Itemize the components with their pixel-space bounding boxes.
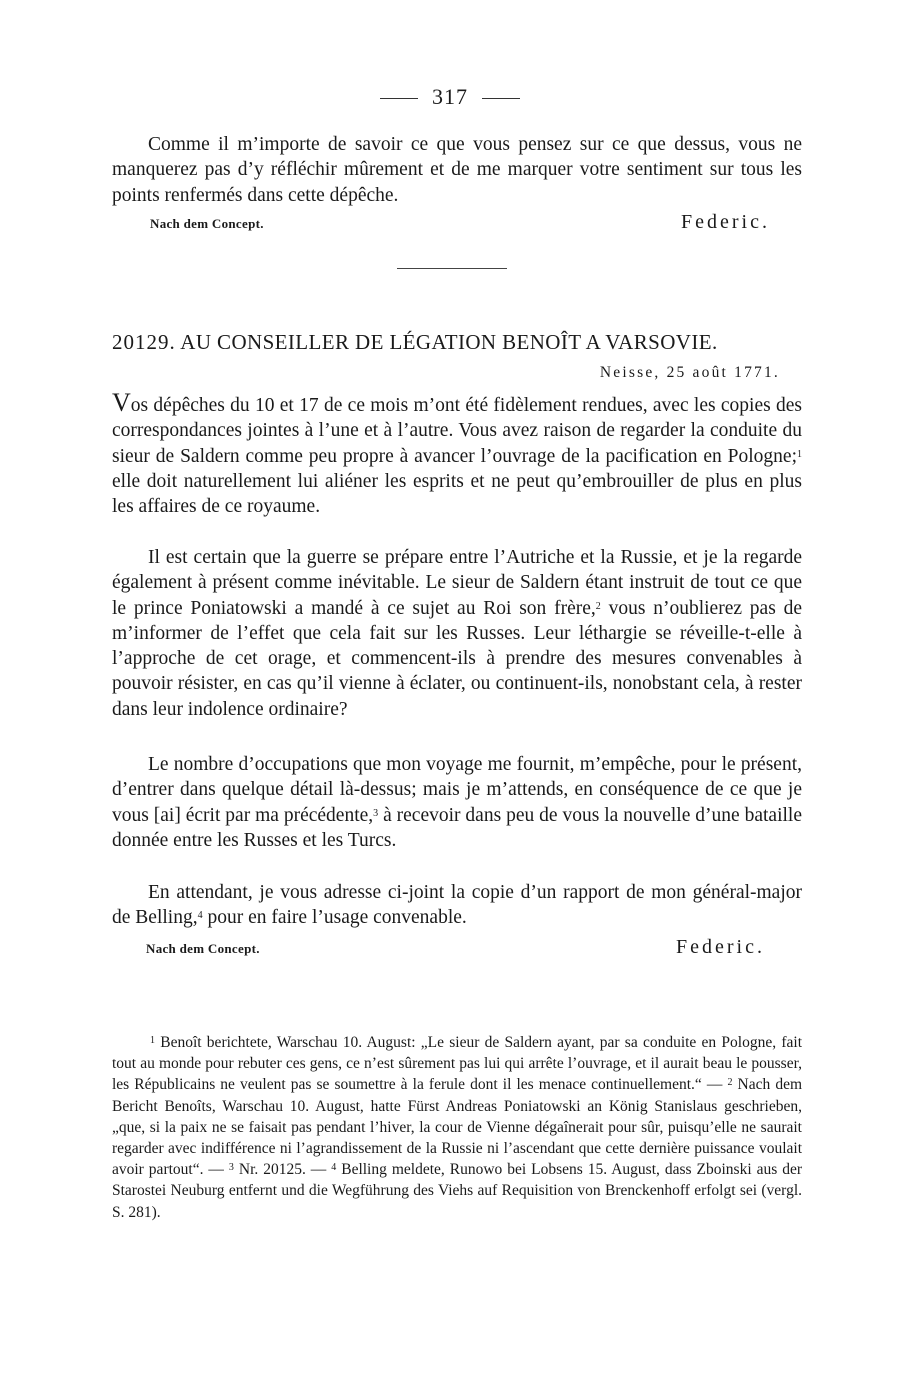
paragraph-text: Il est certain que la guerre se prépare entre l’Autriche et la Russie, et je la regarde également à présent comme inévitable. Le sieur de Saldern étant instruit de tout ce que le prince Poniatowski a mandé à ce sujet au Roi son frère, [112,547,802,619]
paragraph-text: Le nombre d’occupations que mon voyage me fournit, m’empêche, pour le présent, d’entrer dans quelque détail là-dessus; mais je m’attends, en conséquence de ce que je vous [ai] écrit par ma précédente, [112,754,802,826]
letter-paragraph-1 [112,390,802,519]
previous-letter-closing: Comme il m’importe de savoir ce que vous pensez sur ce que dessus, vous ne manquerez pas d’y réfléchir mûrement et de me marquer votre sentiment sur tous les points renfermés dans cette dépêche. [112,134,802,206]
footnote-mark-4: 4 [331,1162,337,1174]
previous-letter-signature: Federic. [681,211,770,233]
previous-letter-source: Nach dem Concept. [150,216,264,231]
paragraph-text: elle doit naturellement lui aliéner les esprits et ne peut qu’embrouiller de plus en plus les affaires de ce royaume. [112,470,802,518]
footnote-mark-3: 3 [228,1162,234,1174]
letter-signature: Federic. [676,936,765,958]
initial-letter: V [112,388,131,417]
letter-paragraph-2 [112,545,802,722]
letter-title: AU CONSEILLER DE LÉGATION BENOÎT A VARSOVIE. [180,330,718,354]
letter-paragraph-4 [112,880,802,931]
footnote-ref-1: 1 [797,448,802,460]
footnote-ref-2: 2 [595,600,601,612]
footnote-mark-2: 2 [727,1077,733,1089]
footnote-ref-4: 4 [197,910,203,922]
letter-number: 20129. [112,330,176,354]
page-number: 317 [432,84,468,109]
header-dash-left [380,98,418,99]
page-header [0,84,900,110]
letter-paragraph-3 [112,752,802,853]
footnotes [112,1032,802,1223]
paragraph-text: En attendant, je vous adresse ci-joint la copie d’un rapport de mon général-major de Belling, [112,882,802,929]
footnote-ref-3: 3 [373,807,379,819]
section-divider [397,268,507,269]
paragraph-text: os dépêches du 10 et 17 de ce mois m’ont été fidèlement rendues, avec les copies des correspondances jointes à l’une et à l’autre. Vous avez raison de regarder la conduite du sieur de Saldern comme peu propre à avancer l’ouvrage de la pacification en Pologne; [112,395,802,467]
footnote-1: Benoît berichtete, Warschau 10. August: „Le sieur de Saldern ayant, par sa conduite en Pologne, fait tout au monde pour rebuter ces gens, ce n’est sûrement pas lui qui arrête l’ouvrage, et il aurait beau le pousser, les Républicains ne veulent pas se soumettre à la ferule dont il les menace continuellement.“ — [112,1034,802,1094]
letter-date: Neisse, 25 août 1771. [599,364,780,381]
footnote-4: Belling meldete, Runowo bei Lobsens 15. August, dass Zboinski aus der Starostei Neuburg entfernt und die Wegführung des Viehs auf Requisition von Brenckenhoff erfolgt sei (vergl. S. 281). [112,1161,803,1221]
letter-heading [112,330,802,355]
footnote-mark-1: 1 [150,1035,155,1046]
paragraph-text: pour en faire l’usage convenable. [202,907,467,929]
letter-source: Nach dem Concept. [146,941,260,956]
footnote-3: Nr. 20125. — [233,1161,332,1179]
paragraph-text: à recevoir dans peu de vous la nouvelle d’une bataille donnée entre les Russes et les Turcs. [112,804,802,851]
paragraph-text: vous n’oublierez pas de m’informer de l’effet que cela fait sur les Russes. Leur léthargie se réveille-t-elle à l’approche de cet orage, et commencent-ils à prendre des mesures convenables à pouvoir résister, en cas qu’il vienne à éclater, ou continuent-ils, nonobstant cela, à rester dans leur indolence ordinaire? [112,597,803,720]
header-dash-right [482,98,520,99]
footnote-2: Nach dem Bericht Benoîts, Warschau 10. August, hatte Fürst Andreas Poniatowski an König Stanislaus geschrieben, „que, si la paix ne se faisait pas pendant l’hiver, la cour de Vienne dégaînerait pour sûr, puisqu’elle ne saurait regarder avec indifférence ni l’agrandissement de la Russie ni l’ascendant que cette dernière puissance voulait avoir partout“. — [112,1076,803,1179]
